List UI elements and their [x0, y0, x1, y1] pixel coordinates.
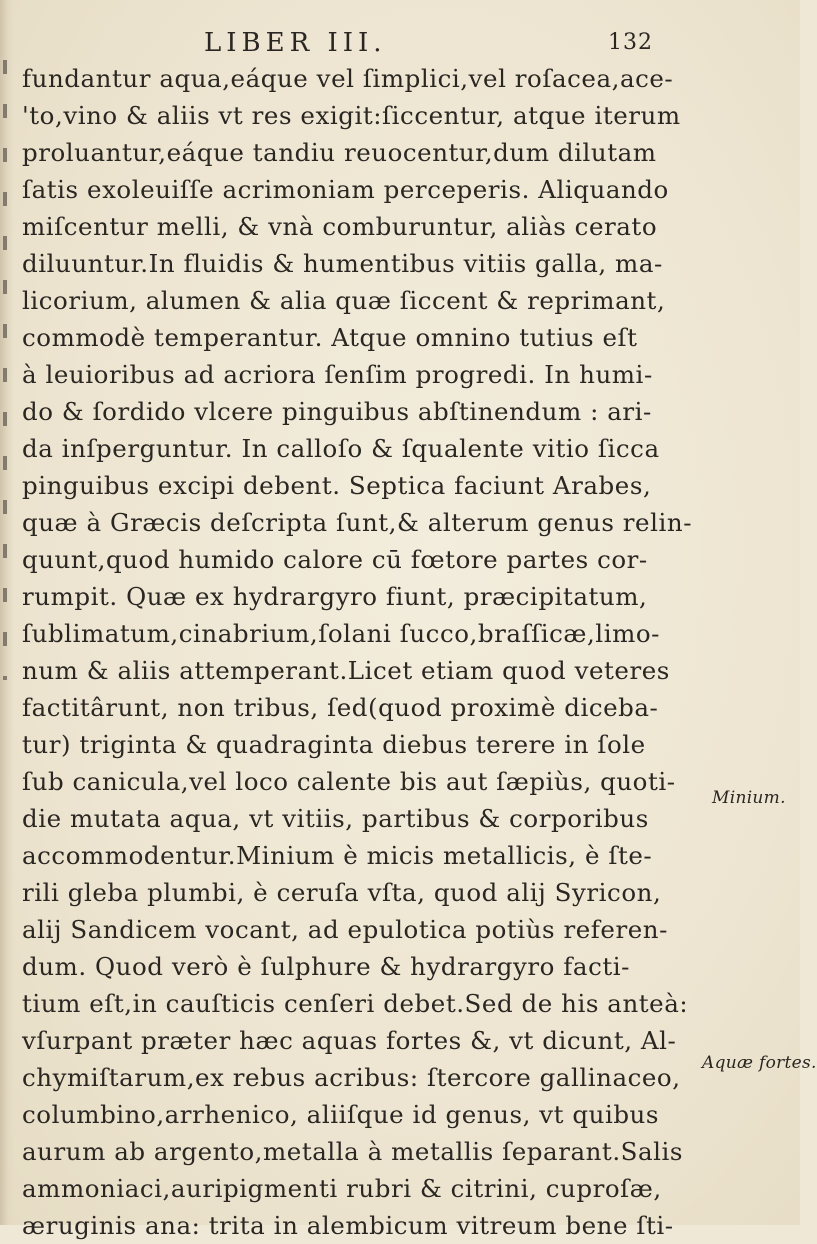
text-line: num & aliis attemperant.Licet etiam quod veteres: [22, 656, 670, 685]
text-line: da inſperguntur. In calloſo & ſqualente vitio ſicca: [22, 434, 660, 463]
text-line: do & ſordido vlcere pinguibus abſtinendum : ari-: [22, 397, 652, 426]
text-line: diluuntur.In fluidis & humentibus vitiis galla, ma-: [22, 249, 663, 278]
text-line: pinguibus excipi debent. Septica faciunt Arabes,: [22, 471, 652, 500]
margin-note-aquae-fortes: Aquæ fortes.: [702, 1053, 817, 1073]
text-line: ſatis exoleuiſſe acrimoniam perceperis. Aliquando: [22, 175, 669, 204]
text-line: proluantur,eáque tandiu reuocentur,dum dilutam: [22, 138, 657, 167]
text-line: licorium, alumen & alia quæ ſiccent & reprimant,: [22, 286, 666, 315]
gutter-marks: [3, 60, 7, 680]
text-line: commodè temperantur. Atque omnino tutius eſt: [22, 323, 638, 352]
text-line: æruginis ana: trita in alembicum vitreum bene ſti-: [22, 1211, 674, 1240]
text-line: vſurpant præter hæc aquas fortes &, vt dicunt, Al-: [22, 1026, 677, 1055]
text-line: ammoniaci,auripigmenti rubri & citrini, cuproſæ,: [22, 1174, 662, 1203]
text-line: quæ à Græcis deſcripta ſunt,& alterum genus relin-: [22, 508, 693, 537]
text-line: aurum ab argento,metalla à metallis ſeparant.Salis: [22, 1137, 684, 1166]
text-line: miſcentur melli, & vnà comburuntur, aliàs cerato: [22, 212, 658, 241]
text-line: ſub canicula,vel loco calente bis aut ſæpiùs, quoti-: [22, 767, 676, 796]
text-line: factitârunt, non tribus, ſed(quod proximè diceba-: [22, 693, 659, 722]
text-line: dum. Quod verò è ſulphure & hydrargyro facti-: [22, 952, 630, 981]
running-head: LIBER III.: [204, 28, 387, 58]
text-line: columbino,arrhenico, aliiſque id genus, vt quibus: [22, 1100, 660, 1129]
margin-note-minium: Minium.: [712, 788, 786, 808]
text-line: die mutata aqua, vt vitiis, partibus & corporibus: [22, 804, 649, 833]
text-line: tur) triginta & quadraginta diebus terere in ſole: [22, 730, 646, 759]
text-line: alij Sandicem vocant, ad epulotica potiùs referen-: [22, 915, 668, 944]
page-number: 132: [608, 30, 653, 55]
text-line: tium eſt,in cauſticis cenſeri debet.Sed de his anteà:: [22, 989, 689, 1018]
text-line: 'to,vino & aliis vt res exigit:ſiccentur, atque iterum: [22, 101, 681, 130]
text-line: rumpit. Quæ ex hydrargyro fiunt, præcipitatum,: [22, 582, 648, 611]
text-line: quunt,quod humido calore cū fœtore partes cor-: [22, 545, 648, 574]
page-header: [0, 28, 800, 62]
text-line: rili gleba plumbi, è ceruſa vſta, quod alij Syricon,: [22, 878, 662, 907]
text-line: fundantur aqua,eáque vel ſimplici,vel roſacea,ace-: [22, 64, 674, 93]
body-text: [22, 60, 693, 1244]
text-line: accommodentur.Minium è micis metallicis, è ſte-: [22, 841, 653, 870]
text-line: à leuioribus ad acriora ſenſim progredi. In humi-: [22, 360, 653, 389]
text-line: ſublimatum,cinabrium,ſolani ſucco,braſſicæ,limo-: [22, 619, 660, 648]
text-line: chymiſtarum,ex rebus acribus: ſtercore gallinaceo,: [22, 1063, 681, 1092]
